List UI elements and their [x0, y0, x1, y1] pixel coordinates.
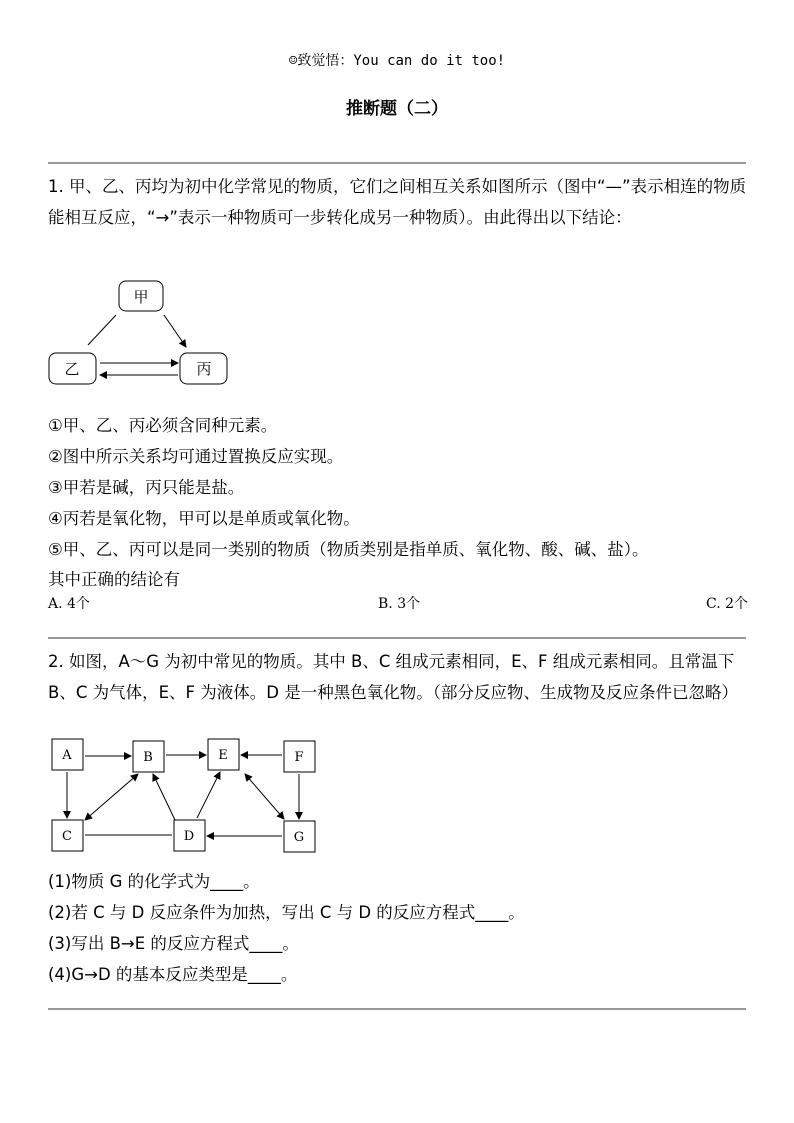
node-g: G: [293, 830, 305, 845]
q2-question-1: (1)物质 G 的化学式为____。: [48, 872, 260, 891]
page-header: ☺致觉悟：You can do it too!: [288, 53, 506, 69]
divider: [48, 162, 746, 164]
arrow-d-b: [153, 774, 175, 820]
q1-statement-2: ②图中所示关系均可通过置换反应实现。: [48, 447, 344, 466]
q1-statement-5: ⑤甲、乙、丙可以是同一类别的物质（物质类别是指单质、氧化物、酸、碱、盐）。: [48, 540, 649, 559]
node-a: A: [62, 748, 72, 763]
node-e: E: [218, 748, 228, 763]
node-b: B: [143, 750, 153, 765]
q1-option-a: A. 4个: [48, 596, 90, 612]
arrow-d-e: [197, 772, 220, 818]
q1-statement-4: ④丙若是氧化物，甲可以是单质或氧化物。: [48, 509, 360, 528]
node-c: C: [62, 829, 72, 844]
page-title: 推断题（二）: [346, 99, 448, 119]
node-f: F: [294, 750, 304, 765]
divider: [48, 1008, 746, 1010]
q2-question-3: (3)写出 B→E 的反应方程式____。: [48, 934, 299, 953]
q1-option-c: C. 2个: [706, 596, 749, 612]
arrow-jia-bing: [164, 315, 186, 347]
q1-statement-3: ③甲若是碱，丙只能是盐。: [48, 478, 245, 497]
edge-jia-yi: [88, 315, 116, 345]
q2-relation-diagram: [40, 732, 330, 857]
q1-relation-diagram: [40, 275, 240, 395]
node-yi: 乙: [64, 360, 80, 378]
divider: [48, 637, 746, 639]
q1-statement-1: ①甲、乙、丙必须含同种元素。: [48, 416, 278, 435]
q2-question-4: (4)G→D 的基本反应类型是____。: [48, 965, 298, 984]
q1-ask: 其中正确的结论有: [48, 570, 180, 589]
node-bing: 丙: [196, 360, 212, 378]
arrow-e-g: [245, 774, 284, 819]
node-jia: 甲: [133, 288, 149, 306]
q1-stem: 1. 甲、乙、丙均为初中化学常见的物质，它们之间相互关系如图所示（图中“—”表示相连的物质能相互反应，“→”表示一种物质可一步转化成另一种物质）。由此得出以下结论：: [48, 177, 747, 227]
arrow-b-c: [85, 774, 138, 820]
q2-stem: 2. 如图，A～G 为初中常见的物质。其中 B、C 组成元素相同，E、F 组成元素相同。且常温下 B、C 为气体，E、F 为液体。D 是一种黑色氧化物。（部分反应物、生成物及反应条件已忽略）: [48, 652, 738, 702]
q2-question-2: (2)若 C 与 D 反应条件为加热，写出 C 与 D 的反应方程式____。: [48, 903, 525, 922]
q1-option-b: B. 3个: [378, 596, 421, 612]
node-d: D: [183, 829, 195, 844]
